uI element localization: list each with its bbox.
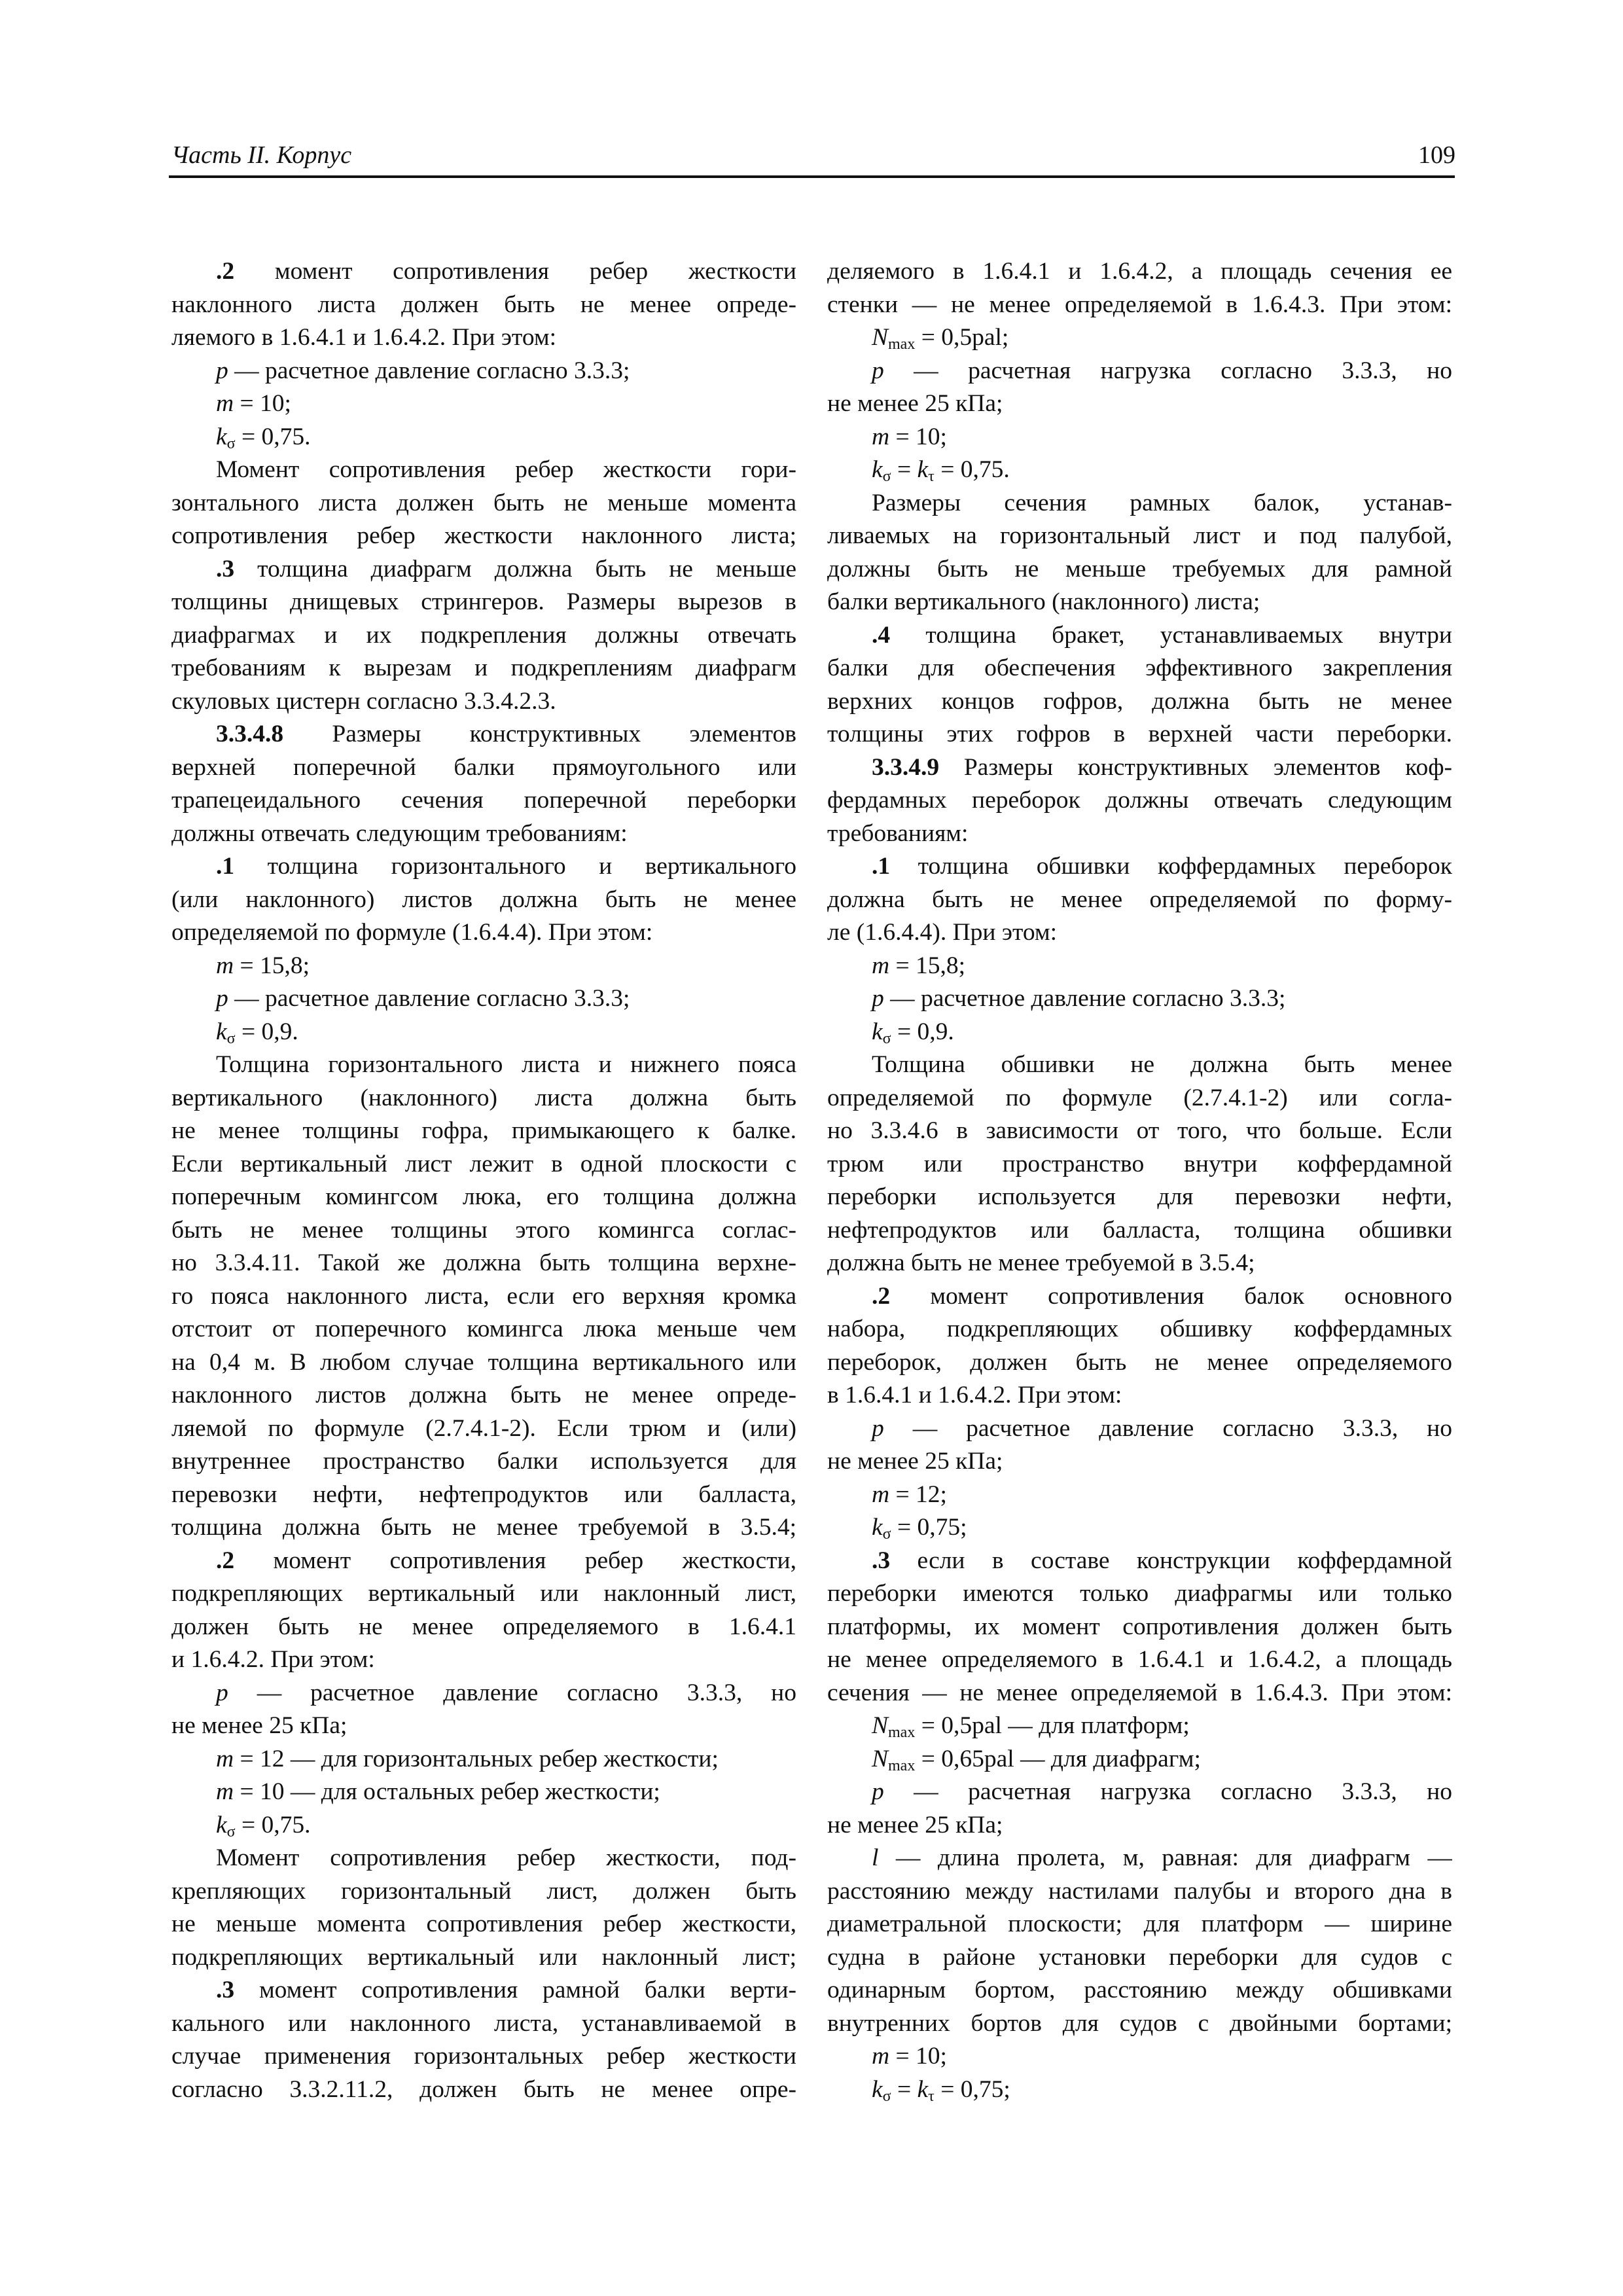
text-line: не менее 25 кПа; — [827, 1811, 1003, 1839]
text-line: но 3.3.4.11. Такой же должна быть толщина верхне- — [171, 1249, 796, 1276]
formula-line: $k_\sigma = 0,75$; — [872, 1514, 967, 1543]
formula-line: p — расчетная нагрузка согласно 3.3.3, но — [872, 1778, 1452, 1805]
formula-line: l — длина пролета, м, равная: для диафрагм — — [872, 1844, 1452, 1871]
formula-line: $k_\sigma = k_\tau = 0,75$. — [872, 456, 1010, 485]
text-line: определяемой по формуле (2.7.4.1-2) или согла- — [827, 1084, 1452, 1111]
text-line: одинарным бортом, расстоянию между обшивками — [827, 1977, 1452, 2003]
formula-line: m = 15,8; — [872, 952, 966, 979]
text-line: не менее 25 кПа; — [171, 1712, 348, 1739]
text-line: наклонного листов должна быть не менее опреде- — [171, 1382, 796, 1408]
text-line: расстоянию между настилами палубы и второго дна в — [827, 1877, 1452, 1905]
text-line: (или наклонного) листов должна быть не менее — [171, 886, 796, 913]
text-line: фердамных переборок должны отвечать следующим — [827, 787, 1452, 814]
text-line: .1 толщина горизонтального и вертикального — [216, 853, 796, 880]
item-number: .3 — [216, 1977, 235, 2003]
text-line: кального или наклонного листа, устанавливаемой в — [171, 2009, 796, 2037]
text-line: но 3.3.4.6 в зависимости от того, что больше. Если — [827, 1117, 1452, 1144]
formula-line: m = 12 — для горизонтальных ребер жесткости; — [216, 1745, 719, 1772]
text-line: случае применения горизонтальных ребер жесткости — [171, 2043, 796, 2070]
text-line: диафрагмах и их подкрепления должны отвечать — [171, 621, 796, 649]
text-line: согласно 3.3.2.11.2, должен быть не менее опре- — [171, 2075, 796, 2103]
formula-line: m = 12; — [872, 1480, 947, 1508]
header-rule — [169, 175, 1455, 178]
item-number: .2 — [216, 258, 235, 285]
text-line: требованиям: — [827, 819, 969, 847]
text-line: поперечным комингсом люка, его толщина должна — [171, 1183, 796, 1210]
text-line: трапецеидального сечения поперечной переборки — [171, 787, 796, 814]
text-line: внутренних бортов для судов с двойными бортами; — [827, 2009, 1452, 2037]
text-line: .2 момент сопротивления ребер жесткости, — [216, 1547, 796, 1574]
text-line: должны отвечать следующим требованиям: — [171, 819, 628, 847]
text-line: .3 момент сопротивления рамной балки верти- — [216, 1977, 796, 2003]
text-line: должен быть не менее определяемого в 1.6.4.1 — [171, 1613, 796, 1640]
text-line: стенки — не менее определяемой в 1.6.4.3. При этом: — [827, 291, 1452, 318]
section-heading-line: 3.3.4.9 Размеры конструктивных элементов коф- — [872, 753, 1452, 781]
text-line: балки вертикального (наклонного) листа; — [827, 588, 1260, 615]
section-number: 3.3.4.8 — [216, 721, 284, 747]
text-line: наклонного листа должен быть не менее опреде- — [171, 291, 796, 318]
text-line: подкрепляющих вертикальный или наклонный лист, — [171, 1580, 796, 1607]
text-line: .2 момент сопротивления балок основного — [872, 1282, 1452, 1310]
formula-line: $k_\sigma = 0,9$. — [216, 1018, 298, 1047]
item-number: .4 — [872, 621, 891, 649]
text-line: толщина должна быть не менее требуемой в 3.5.4; — [171, 1514, 796, 1541]
section-heading-line: 3.3.4.8 Размеры конструктивных элементов — [216, 721, 796, 747]
text-line: и 1.6.4.2. При этом: — [171, 1646, 375, 1673]
text-line: сопротивления ребер жесткости наклонного листа; — [171, 522, 796, 549]
text-line: .4 толщина бракет, устанавливаемых внутри — [872, 621, 1452, 649]
text-line: переборок, должен быть не менее определяемого — [827, 1348, 1452, 1376]
formula-line: $k_\sigma = 0,75$. — [216, 1811, 311, 1840]
text-line: нефтепродуктов или балласта, толщина обшивки — [827, 1216, 1452, 1244]
text-line: набора, подкрепляющих обшивку коффердамных — [827, 1316, 1452, 1342]
formula-line: m = 10; — [872, 2043, 947, 2070]
left-column — [171, 255, 796, 2106]
text-line: подкрепляющих вертикальный или наклонный лист; — [171, 1943, 796, 1971]
item-number: .3 — [872, 1547, 891, 1574]
text-line: трюм или пространство внутри коффердамной — [827, 1150, 1452, 1177]
page-number: 109 — [1418, 141, 1455, 169]
text-line: верхней поперечной балки прямоугольного или — [171, 753, 796, 781]
text-line: .1 толщина обшивки коффердамных переборок — [872, 853, 1452, 880]
text-line: .3 если в составе конструкции коффердамной — [872, 1547, 1452, 1574]
formula-line: $N_{max} = 0,5pal$ — для платформ; — [872, 1712, 1190, 1741]
text-line: го пояса наклонного листа, если его верхняя кромка — [171, 1282, 796, 1310]
text-line: деляемого в 1.6.4.1 и 1.6.4.2, а площадь сечения ее — [827, 258, 1452, 285]
item-number: .1 — [872, 853, 891, 880]
text-line: вертикального (наклонного) листа должна быть — [171, 1084, 796, 1111]
formula-line: $N_{max} = 0,5pal$; — [872, 324, 1009, 353]
text-line: толщины днищевых стрингеров. Размеры вырезов в — [171, 588, 796, 615]
text-line: толщины этих гофров в верхней части переборки. — [827, 721, 1452, 747]
text-line: балки для обеспечения эффективного закрепления — [827, 655, 1452, 681]
text-line: внутреннее пространство балки используется для — [171, 1448, 796, 1475]
text-line: Момент сопротивления ребер жесткости гори- — [216, 456, 796, 483]
text-line: сечения — не менее определяемой в 1.6.4.3. При этом: — [827, 1679, 1452, 1706]
text-line: не меньше момента сопротивления ребер жесткости, — [171, 1910, 796, 1937]
formula-line: p — расчетное давление согласно 3.3.3; — [216, 357, 630, 384]
text-line: Момент сопротивления ребер жесткости, под- — [216, 1844, 796, 1871]
text-line: не менее толщины гофра, примыкающего к балке. — [171, 1117, 796, 1144]
item-number: .2 — [872, 1282, 891, 1310]
text-line: не менее 25 кПа; — [827, 390, 1003, 417]
text-line: в 1.6.4.1 и 1.6.4.2. При этом: — [827, 1382, 1122, 1408]
text-line: Размеры сечения рамных балок, устанав- — [872, 489, 1452, 516]
text-line: перевозки нефти, нефтепродуктов или балласта, — [171, 1480, 796, 1508]
text-line: зонтального листа должен быть не меньше момента — [171, 489, 796, 516]
running-header-title: Часть II. Корпус — [171, 141, 352, 169]
text-line: платформы, их момент сопротивления должен быть — [827, 1613, 1452, 1640]
text-line: не менее определяемого в 1.6.4.1 и 1.6.4.2, а площадь — [827, 1646, 1452, 1673]
formula-line: $k_\sigma = k_\tau = 0,75$; — [872, 2075, 1010, 2105]
formula-line: m = 10; — [216, 390, 291, 417]
formula-line: $k_\sigma = 0,9$. — [872, 1018, 954, 1047]
formula-line: p — расчетное давление согласно 3.3.3, но — [216, 1679, 796, 1706]
formula-line: p — расчетная нагрузка согласно 3.3.3, но — [872, 357, 1452, 384]
text-line: ляемой по формуле (2.7.4.1-2). Если трюм и (или) — [171, 1414, 796, 1442]
text-line: должна быть не менее определяемой по форму- — [827, 886, 1452, 913]
text-line: ле (1.6.4.4). При этом: — [827, 919, 1058, 946]
text-line: ляемого в 1.6.4.1 и 1.6.4.2. При этом: — [171, 324, 557, 351]
formula-line: m = 10 — для остальных ребер жесткости; — [216, 1778, 660, 1805]
item-number: .2 — [216, 1547, 235, 1574]
text-line: не менее 25 кПа; — [827, 1448, 1003, 1475]
text-line: должна быть не менее требуемой в 3.5.4; — [827, 1249, 1255, 1276]
text-line: ливаемых на горизонтальный лист и под палубой, — [827, 522, 1452, 549]
formula-line: $k_\sigma = 0,75$. — [216, 423, 311, 452]
right-column — [827, 255, 1452, 2106]
formula-line: $N_{max} = 0,65pal$ — для диафрагм; — [872, 1745, 1201, 1774]
text-line: скуловых цистерн согласно 3.3.4.2.3. — [171, 687, 556, 715]
formula-line: p — расчетное давление согласно 3.3.3; — [216, 985, 630, 1012]
text-line: Толщина горизонтального листа и нижнего пояса — [216, 1051, 796, 1078]
text-line: быть не менее толщины этого комингса соглас- — [171, 1216, 796, 1244]
item-number: .1 — [216, 853, 235, 880]
formula-line: p — расчетное давление согласно 3.3.3, но — [872, 1414, 1452, 1442]
text-line: переборки имеются только диафрагмы или только — [827, 1580, 1452, 1607]
section-number: 3.3.4.9 — [872, 753, 940, 781]
formula-line: p — расчетное давление согласно 3.3.3; — [872, 985, 1286, 1012]
text-line: диаметральной плоскости; для платформ — ширине — [827, 1910, 1452, 1937]
text-line: верхних концов гофров, должна быть не менее — [827, 687, 1452, 715]
text-line: судна в районе установки переборки для судов с — [827, 1943, 1452, 1971]
text-line: Если вертикальный лист лежит в одной плоскости с — [171, 1150, 796, 1177]
text-line: требованиям к вырезам и подкреплениям диафрагм — [171, 655, 796, 681]
text-line: на 0,4 м. В любом случае толщина вертикального или — [171, 1348, 796, 1376]
text-line: .2 момент сопротивления ребер жесткости — [216, 258, 796, 285]
text-line: должны быть не меньше требуемых для рамной — [827, 555, 1452, 583]
item-number: .3 — [216, 555, 235, 583]
text-line: определяемой по формуле (1.6.4.4). При этом: — [171, 919, 653, 946]
text-line: Толщина обшивки не должна быть менее — [872, 1051, 1452, 1078]
text-line: крепляющих горизонтальный лист, должен быть — [171, 1877, 796, 1905]
formula-line: m = 15,8; — [216, 952, 310, 979]
text-line: отстоит от поперечного комингса люка меньше чем — [171, 1316, 796, 1342]
text-line: .3 толщина диафрагм должна быть не меньше — [216, 555, 796, 583]
text-line: переборки используется для перевозки нефти, — [827, 1183, 1452, 1210]
formula-line: m = 10; — [872, 423, 947, 450]
